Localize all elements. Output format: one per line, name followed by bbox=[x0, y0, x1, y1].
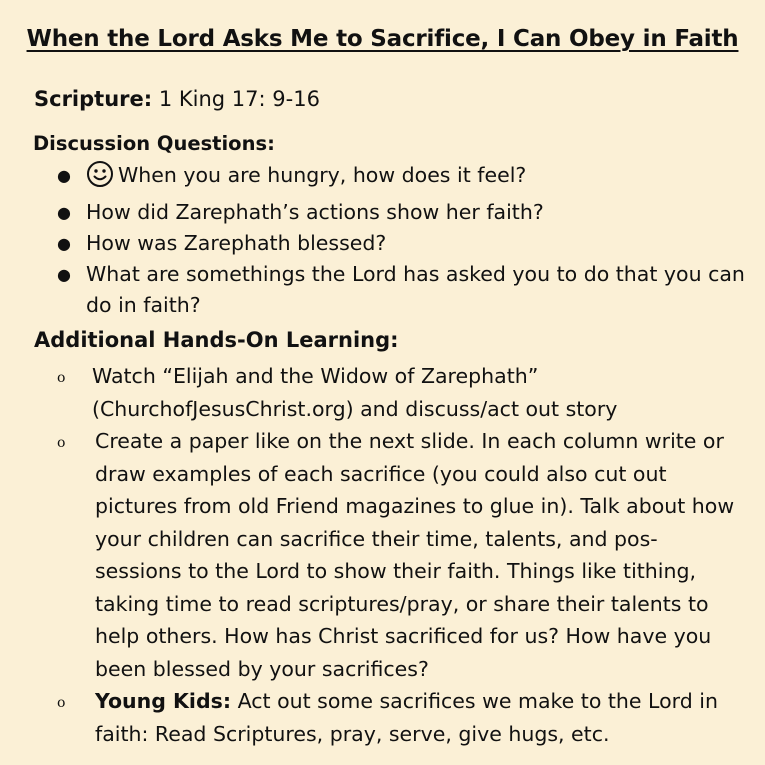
discussion-item-text: When you are hungry, how does it feel? bbox=[118, 163, 527, 187]
discussion-item-text: How was Zarephath blessed? bbox=[86, 231, 387, 255]
scripture-line bbox=[34, 87, 320, 111]
discussion-list bbox=[0, 160, 765, 321]
additional-item-text: Create a paper like on the next slide. In each column write or draw examples of each sacrifice (you could also cut out pictures from old Friend magazines to glue in). Talk about how your children can sacrifice their time, talents, and pos-sessions to the Lord to show their faith. Things like tithing, taking time to read scriptures/pray, or share their talents to help others. How has Christ sacrificed for us? How have you been blessed by your sacrifices? bbox=[95, 429, 735, 681]
discussion-item-text: What are somethings the Lord has asked you to do that you can do in faith? bbox=[86, 262, 745, 317]
additional-heading: Additional Hands-On Learning: bbox=[34, 328, 399, 352]
bullet-icon: ● bbox=[57, 265, 71, 284]
bullet-icon: ● bbox=[57, 203, 71, 222]
scripture-label: Scripture: bbox=[34, 87, 153, 111]
bullet-icon: ● bbox=[57, 234, 71, 253]
additional-item-text: Act out some sacrifices we make to the Lord in faith: Read Scriptures, pray, serve, give hugs, etc. bbox=[95, 689, 718, 746]
list-item bbox=[0, 228, 765, 259]
additional-list bbox=[0, 360, 765, 750]
list-item bbox=[0, 160, 765, 197]
page-title: When the Lord Asks Me to Sacrifice, I Can Obey in Faith bbox=[26, 26, 739, 52]
bullet-icon: ● bbox=[57, 166, 71, 185]
discussion-item-text: How did Zarephath’s actions show her faith? bbox=[86, 200, 544, 224]
scripture-reference: 1 King 17: 9-16 bbox=[158, 87, 320, 111]
hollow-bullet-icon: o bbox=[57, 695, 66, 711]
discussion-heading: Discussion Questions: bbox=[33, 132, 275, 155]
hollow-bullet-icon: o bbox=[57, 370, 66, 386]
list-item bbox=[0, 259, 765, 321]
hollow-bullet-icon: o bbox=[57, 435, 66, 451]
list-item bbox=[0, 425, 765, 685]
list-item bbox=[0, 685, 765, 750]
additional-item-lead: Young Kids: bbox=[95, 689, 232, 713]
list-item bbox=[0, 360, 765, 425]
additional-item-text: Watch “Elijah and the Widow of Zarephath” (ChurchofJesusChrist.org) and discuss/act out story bbox=[92, 364, 618, 421]
smiley-face-icon bbox=[86, 160, 114, 197]
list-item bbox=[0, 197, 765, 228]
